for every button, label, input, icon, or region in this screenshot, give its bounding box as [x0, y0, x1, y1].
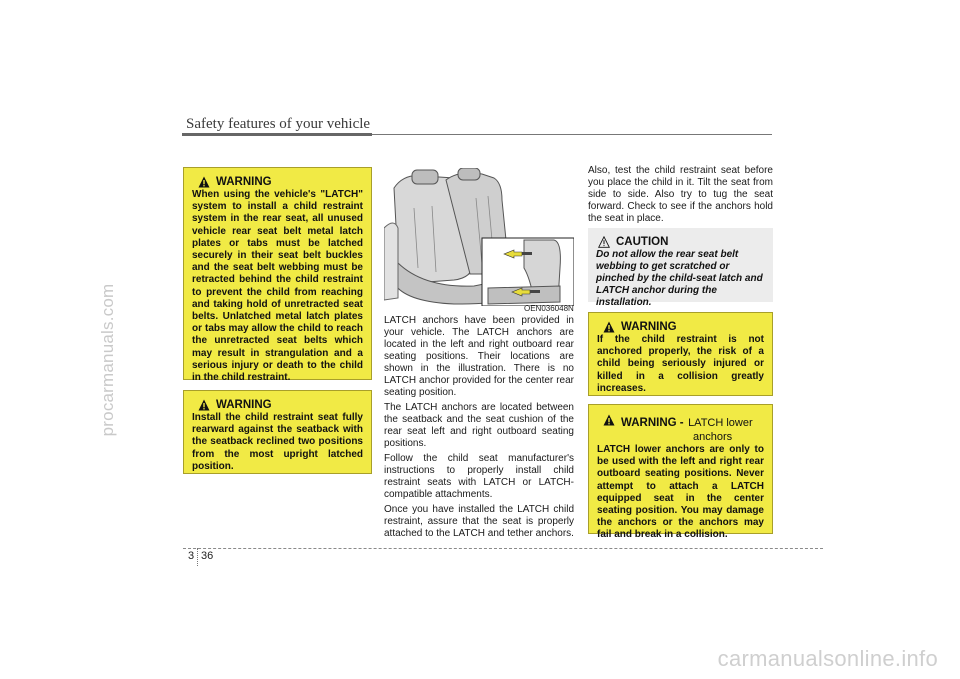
warning-title: WARNING	[216, 176, 272, 188]
caution-title: CAUTION	[616, 236, 669, 248]
warning-subtitle-line2: anchors	[693, 431, 733, 443]
warning-triangle-icon	[603, 321, 615, 333]
warning-title: WARNING -	[621, 417, 684, 429]
warning-text: When using the vehicle's "LATCH" system to install a child restraint system in the rear seat, all unused vehicle rear seat belt metal latch plates or tabs must be latched securely in their seat belt buckles and the seat belt webbing must be retracted behind the child restraint to prevent the child from reaching and taking hold of unretracted seat belts. Unlatched metal latch plates or tabs may allow the child to reach the unretracted seat belts which may result in strangulation and a serious injury or death to the child in the child restraint.	[192, 189, 363, 384]
header-rule	[372, 134, 772, 135]
warning-subtitle-line1: LATCH lower	[688, 417, 753, 429]
warning-triangle-icon	[603, 414, 615, 426]
warning-text: Install the child restraint seat fully rearward against the seatback with the seatback reclined two positions from the most upright latched position.	[192, 412, 363, 472]
warning-triangle-icon	[198, 399, 210, 411]
warning-title: WARNING	[621, 321, 677, 333]
caution-box	[588, 228, 773, 308]
warning-heading	[198, 176, 363, 188]
body-paragraph: Follow the child seat manufacturer's instructions to properly install child restraint seats with LATCH or LATCH-compatible attachments.	[384, 453, 574, 500]
caution-heading	[598, 236, 765, 248]
warning-box-seatback	[183, 390, 372, 474]
caution-text: Do not allow the rear seat belt webbing to get scratched or pinched by the child-seat latch and LATCH anchor during the installation.	[596, 249, 763, 308]
footer-dashed-rule	[183, 548, 823, 549]
warning-heading	[198, 399, 363, 411]
right-text-column	[588, 165, 773, 228]
side-watermark: procarmanuals.com	[98, 283, 117, 437]
section-number: 3	[188, 550, 195, 562]
warning-text: LATCH lower anchors are only to be used with the left and right rear outboard seating positions. Never attempt to attach a LATCH equipped seat in the center seating position. You may damage the anchors or the anchors may fail and break in a collision.	[597, 444, 764, 541]
warning-triangle-icon	[198, 176, 210, 188]
caution-triangle-icon	[598, 236, 610, 248]
figure-code: OEN036048N	[524, 304, 574, 313]
bottom-watermark: carmanualsonline.info	[717, 646, 938, 671]
warning-title-group	[621, 413, 753, 443]
footer-separator	[197, 548, 198, 566]
middle-text-column	[384, 315, 574, 543]
page-header-title: Safety features of your vehicle	[186, 116, 371, 132]
seat-illustration-graphic	[384, 168, 574, 306]
warning-heading	[603, 413, 764, 443]
page-number: 36	[201, 550, 214, 562]
warning-box-latch-system	[183, 167, 372, 384]
warning-box-anchoring	[588, 312, 773, 396]
body-paragraph: Once you have installed the LATCH child restraint, assure that the seat is properly attached to the LATCH and tether anchors.	[384, 504, 574, 539]
warning-title: WARNING	[216, 399, 272, 411]
body-paragraph: The LATCH anchors are located between the seatback and the seat cushion of the rear seat left and right outboard seating positions.	[384, 402, 574, 449]
warning-box-latch-lower-anchors	[588, 404, 773, 541]
body-paragraph: Also, test the child restraint seat before you place the child in it. Tilt the seat from side to side. Also try to tug the seat forward. Check to see if the anchors hold the seat in place.	[588, 165, 773, 224]
warning-text: If the child restraint is not anchored properly, the risk of a child being seriously injured or killed in a collision greatly increases.	[597, 334, 764, 394]
rear-seat-latch-illustration	[384, 168, 574, 306]
body-paragraph: LATCH anchors have been provided in your vehicle. The LATCH anchors are located in the left and right outboard rear seating positions. Their locations are shown in the illustration. There is no LATCH anchor provided for the center rear seating position.	[384, 315, 574, 398]
warning-heading	[603, 321, 764, 333]
header-accent-bar	[182, 133, 372, 136]
